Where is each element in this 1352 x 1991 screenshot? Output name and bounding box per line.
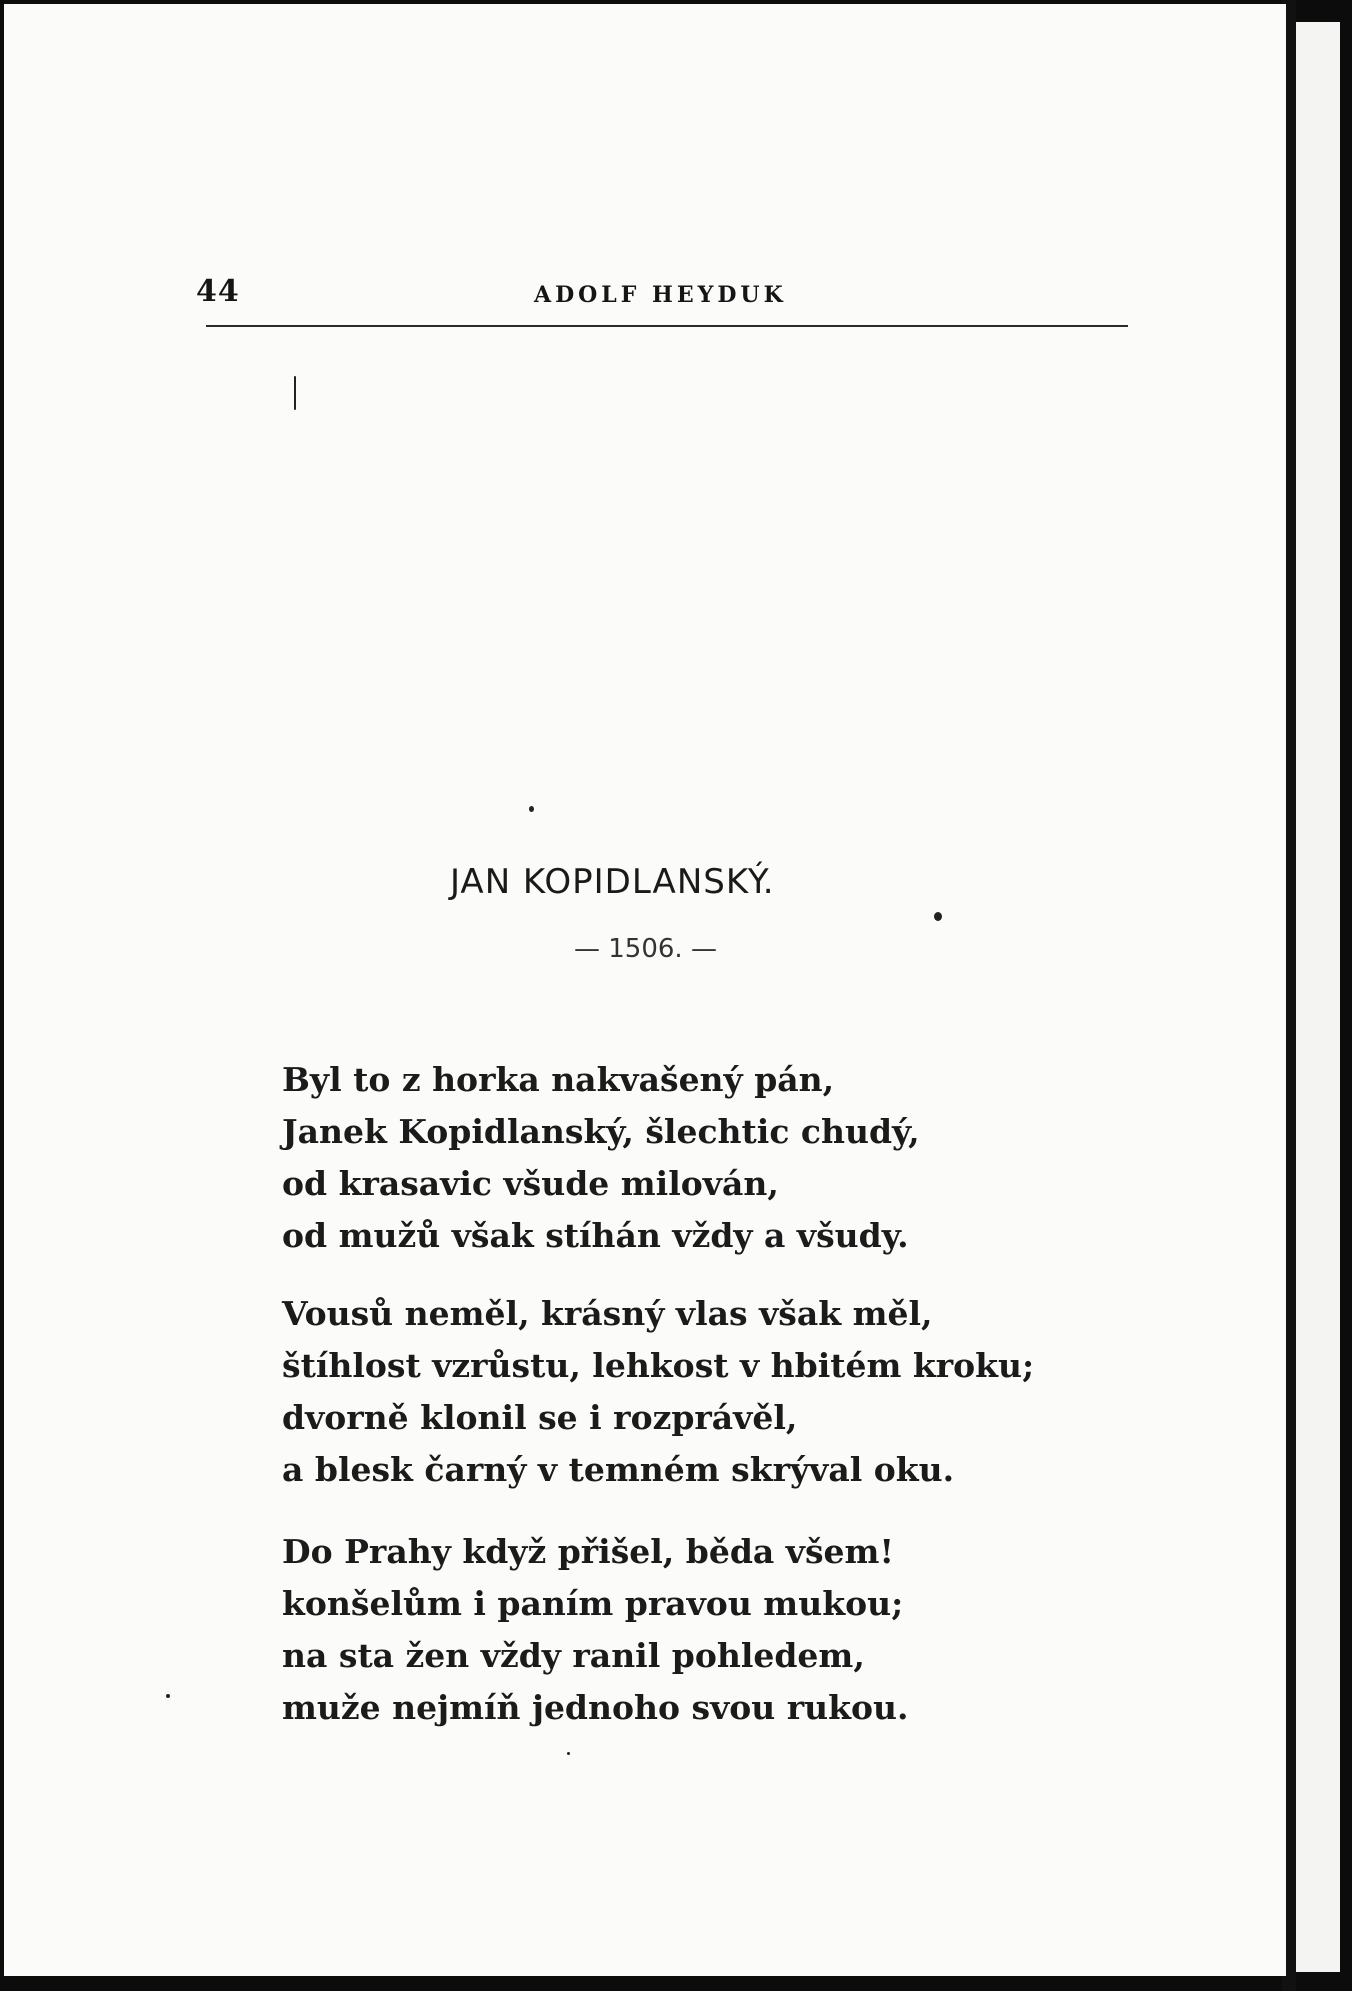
- verse-line: a blesk čarný v temném skrýval oku.: [282, 1450, 955, 1489]
- adjacent-page-edge: [1292, 22, 1340, 1972]
- page-number: 44: [196, 274, 240, 309]
- stanza-1: [282, 1054, 920, 1262]
- stanza-2: [282, 1288, 1034, 1496]
- book-page: [4, 4, 1286, 1976]
- poem-title: JAN KOPIDLANSKÝ.: [450, 862, 775, 902]
- verse-line: Do Prahy když přišel, běda všem!: [282, 1532, 894, 1571]
- scan-speck: [529, 806, 534, 812]
- verse-line: konšelům i paním pravou mukou;: [282, 1584, 904, 1623]
- verse-line: Janek Kopidlanský, šlechtic chudý,: [282, 1112, 920, 1151]
- header-rule: [206, 325, 1128, 327]
- verse-line: dvorně klonil se i rozprávěl,: [282, 1398, 798, 1437]
- running-head-author: ADOLF HEYDUK: [534, 282, 787, 308]
- verse-line: na sta žen vždy ranil pohledem,: [282, 1636, 865, 1675]
- verse-line: Byl to z horka nakvašený pán,: [282, 1060, 835, 1099]
- verse-line: štíhlost vzrůstu, lehkost v hbitém kroku;: [282, 1346, 1035, 1385]
- scan-speck: [934, 912, 942, 921]
- poem-year: — 1506. —: [574, 934, 717, 964]
- verse-line: od krasavic všude milován,: [282, 1164, 779, 1203]
- verse-line: Vousů neměl, krásný vlas však měl,: [282, 1294, 933, 1333]
- verse-line: od mužů však stíhán vždy a všudy.: [282, 1216, 909, 1255]
- scan-speck: [294, 376, 296, 410]
- scan-speck: [567, 1752, 570, 1755]
- scan-speck: [166, 1694, 170, 1698]
- verse-line: muže nejmíň jednoho svou rukou.: [282, 1688, 909, 1727]
- stanza-3: [282, 1526, 908, 1734]
